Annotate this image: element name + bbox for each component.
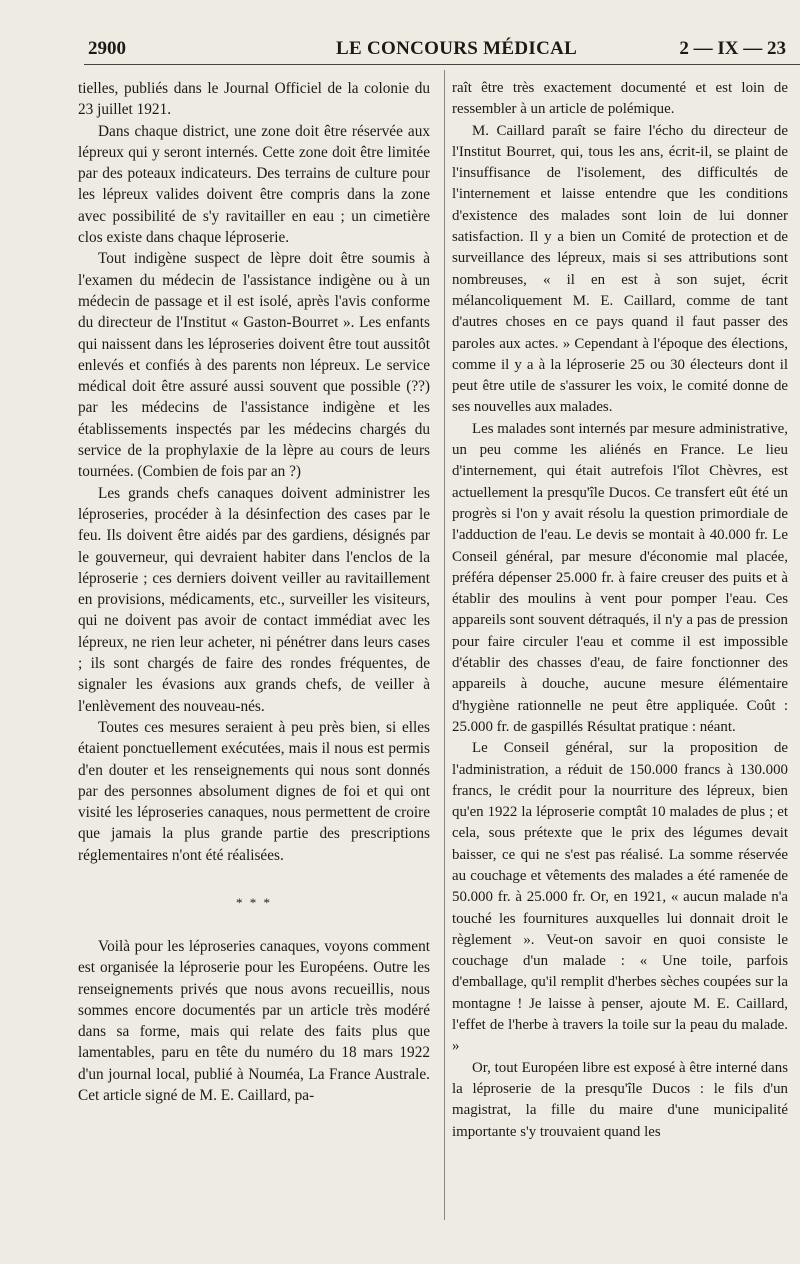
- paragraph: Voilà pour les léproseries canaques, voyons comment est organisée la léproserie pour les Européens. Outre les renseignements privés que nous avons recueillis, nous sommes encore documentés par un article très modéré dans sa forme, mais qui relate des faits plus que lamentables, paru en tête du numéro du 18 mars 1922 d'un journal local, publié à Nouméa, La France Australe. Cet article signé de M. E. Caillard, pa-: [78, 937, 430, 1105]
- paragraph: Les grands chefs canaques doivent administrer les léproseries, procéder à la désinfection des cases par le feu. Ils doivent être aidés par des gardiens, désignés par le gouverneur, qui devraient habiter dans l'enclos de la léproserie ; ces derniers doivent veiller au ravitaillement en provisions, médicaments, etc., surveiller les visiteurs, qui ne doivent pas avoir de contact immédiat avec les lépreux, ne rien leur acheter, ni pénétrer dans leurs cases ; ils sont chargés de faire des rondes fréquentes, de signaler les évasions aux grands chefs, de veiller à l'enlèvement des nouveau-nés.: [78, 484, 430, 715]
- paragraph: Or, tout Européen libre est exposé à être interné dans la léproserie de la presqu'île Ducos : le fils d'un magistrat, la fille du maire d'une municipalité importante s'y trouvaient quand les: [452, 1059, 788, 1140]
- page-number: 2900: [88, 38, 126, 59]
- issue-date: 2 — IX — 23: [679, 38, 786, 59]
- paragraph: Dans chaque district, une zone doit être réservée aux lépreux qui y seront internés. Cette zone doit être limitée par des poteaux indicateurs. Des terrains de culture pour les lépreux valides doivent être compris dans la zone avec possibilité de s'y ravitailler en eau ; un cimetière clos existe dans chaque léproserie.: [78, 122, 430, 247]
- paragraph: raît être très exactement documenté et est loin de ressembler à un article de polémique.: [452, 80, 788, 118]
- right-column: [452, 78, 788, 1188]
- paragraph: Tout indigène suspect de lèpre doit être soumis à l'examen du médecin de l'assistance indigène ou à un médecin de passage et il est isolé, après l'avis conforme du directeur de l'Institut « Gaston-Bourret ». Les enfants qui naissent dans les léproseries doivent être tout aussitôt enlevés et confiés à des parents non lépreux. Le service médical doit être assuré aussi souvent que possible (??) par les médecins de l'assistance indigène et les établissements inspectés par les médecins chargés du service de la prophylaxie de la lèpre au cours de leurs tournées. (Combien de fois par an ?): [78, 250, 430, 481]
- paragraph: tielles, publiés dans le Journal Officiel de la colonie du 23 juillet 1921.: [78, 80, 430, 119]
- paragraph: Toutes ces mesures seraient à peu près bien, si elles étaient ponctuellement exécutées, mais il nous est permis d'en douter et les renseignements qui nous sont donnés par des personnes absolument dignes de foi et qui ont visité les léproseries canaques, nous permettent de croire que jamais la plus grande partie des prescriptions réglementaires n'ont été réalisées.: [78, 718, 430, 864]
- section-separator: * * *: [236, 894, 272, 910]
- journal-title: LE CONCOURS MÉDICAL: [336, 38, 578, 59]
- paragraph: Les malades sont internés par mesure administrative, un peu comme les aliénés en France. Le lieu d'internement, qui était autrefois l'îlot Chèvres, est actuellement la presqu'île Ducos. Ce transfert eût été un progrès si l'on y avait résolu la question primordiale de l'adduction de l'eau. Le devis se montait à 40.000 fr. Le Conseil général, par mesure d'économie mal placée, préféra dépenser 25.000 fr. à faire creuser des puits et à établir des moulins à vent pour pomper l'eau. Ces appareils sont souvent détraqués, il n'y a pas de pression pour faire circuler l'eau et comme il est impossible d'établir des chasses d'eau, de faire fonctionner des appareils à douche, aucune mesure élémentaire d'hygiène rationnelle ne peut être appliquée. Coût : 25.000 fr. de gaspillés Résultat pratique : néant.: [452, 420, 788, 735]
- left-column: [78, 78, 430, 1188]
- running-header: [88, 38, 792, 64]
- paragraph: Le Conseil général, sur la proposition de l'administration, a réduit de 150.000 francs à 130.000 francs, le crédit pour la nourriture des lépreux, bien qu'en 1922 la léproserie comptât 10 malades de plus ; et cela, sous prétexte que le prix des légumes devait baisser, ce qui ne s'est pas réalisé. La somme réservée au couchage et vêtements des malades a été ramenée de 50.000 fr. à 25.000 fr. Or, en 1921, « aucun malade n'a touché les fournitures auxquelles lui donnait droit le règlement ». Veut-on savoir en quoi consiste le couchage d'un malade : « Une toile, parfois d'emballage, qu'il remplit d'herbes sèches coupées sur la montagne ! Je laisse à penser, ajoute M. E. Caillard, l'effet de l'herbe à travers la toile sur la peau du malade. »: [452, 740, 788, 1055]
- paragraph: M. Caillard paraît se faire l'écho du directeur de l'Institut Bourret, qui, tous les ans, écrit-il, se plaint de l'insuffisance de l'isolement, des difficultés de l'internement et laisse entendre que les conditions d'existence des malades sont loin de lui donner satisfaction. Il y a bien un Comité de protection et de surveillance des lépreux, mais si ses attributions sont nombreuses, « il en est à son sujet, écrit mélancoliquement M. E. Caillard, comme de tant d'autres choses en ce pays quand il faut passer des paroles aux actes. » Cependant à l'époque des élections, comme il y a à la léproserie 25 ou 30 électeurs dont il peut être utile de s'assurer les voix, le comité donne de ses nouvelles aux malades.: [452, 122, 788, 416]
- header-rule: [84, 64, 800, 65]
- column-divider: [444, 70, 445, 1220]
